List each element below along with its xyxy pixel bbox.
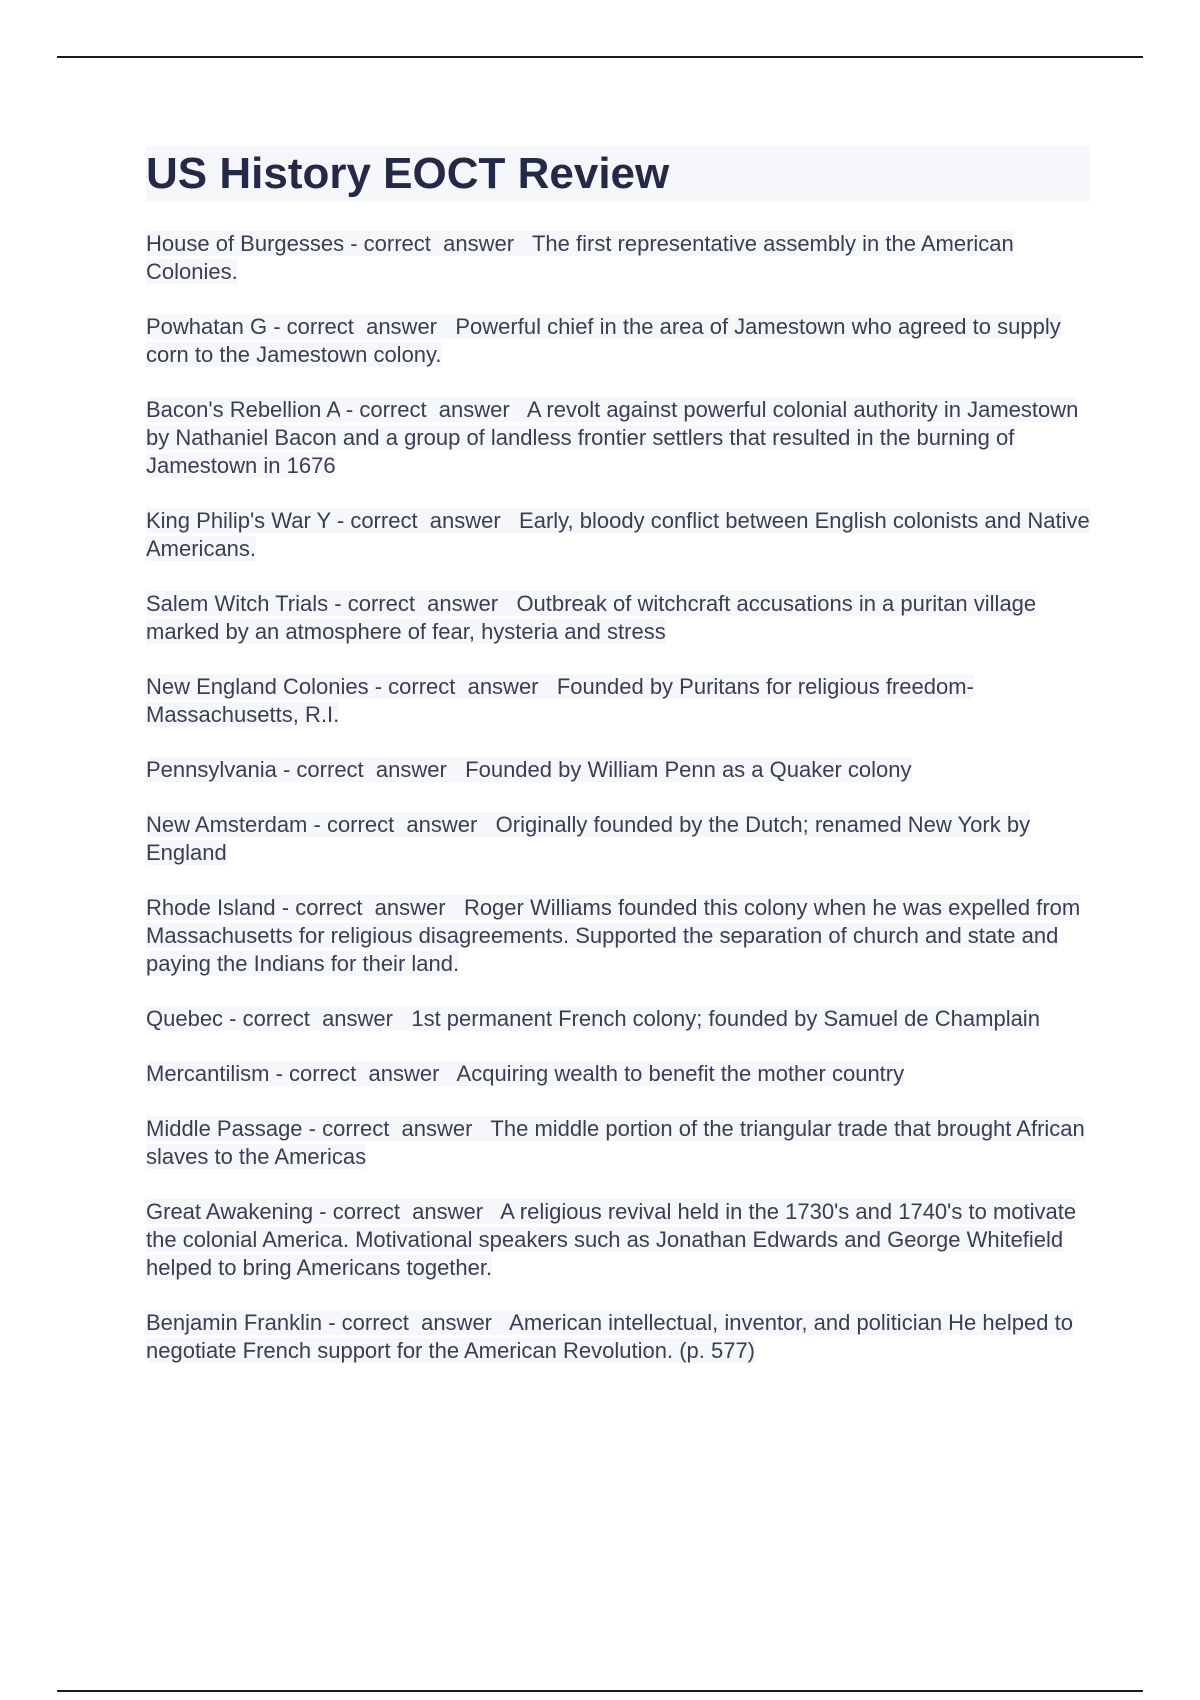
entry-term: House of Burgesses <box>146 231 345 257</box>
list-item <box>146 590 1090 646</box>
entry-separator: - correct answer <box>330 508 520 534</box>
entry-term: New England Colonies <box>146 674 369 700</box>
entry-definition: Originally founded by the Dutch; renamed New York by England <box>146 812 1031 866</box>
bottom-rule <box>57 1690 1143 1692</box>
entry-definition: Outbreak of witchcraft accusations in a puritan village marked by an atmosphere of fear, hysteria and stress <box>146 591 1037 645</box>
list-item <box>146 507 1090 563</box>
entry-term: Powhatan G <box>146 314 268 340</box>
entry-separator: - correct answer <box>368 674 557 700</box>
entry-separator: - correct answer <box>344 231 532 257</box>
document-body <box>146 146 1090 1392</box>
entry-separator: - correct answer <box>269 1061 457 1087</box>
entry-separator: - correct answer <box>267 314 456 340</box>
list-item <box>146 1060 1090 1088</box>
entry-term: Middle Passage <box>146 1116 303 1142</box>
entry-separator: - correct answer <box>276 757 466 783</box>
list-item <box>146 894 1090 978</box>
entry-definition: A religious revival held in the 1730's and 1740's to motivate the colonial America. Motivational speakers such as Jonathan Edwards and George Whitefield helped to bring Americans together. <box>146 1199 1077 1281</box>
entry-term: Bacon's Rebellion A <box>146 397 340 423</box>
entry-definition: A revolt against powerful colonial authority in Jamestown by Nathaniel Bacon and a group of landless frontier settlers that resulted in the burning of Jamestown in 1676 <box>146 397 1079 479</box>
entry-term: New Amsterdam <box>146 812 308 838</box>
entry-definition: Founded by William Penn as a Quaker colony <box>465 757 912 783</box>
entry-separator: - correct answer <box>307 812 496 838</box>
entry-separator: - correct answer <box>302 1116 491 1142</box>
entry-separator: - correct answer <box>328 591 517 617</box>
list-item <box>146 1198 1090 1282</box>
entry-term: King Philip's War Y <box>146 508 331 534</box>
entry-term: Salem Witch Trials <box>146 591 329 617</box>
entry-definition: Early, bloody conflict between English colonists and Native Americans. <box>146 508 1090 562</box>
entry-term: Mercantilism <box>146 1061 270 1087</box>
entry-separator: - correct answer <box>313 1199 501 1225</box>
entry-term: Benjamin Franklin <box>146 1310 323 1336</box>
list-item <box>146 756 1090 784</box>
top-rule <box>57 56 1143 58</box>
entry-term: Rhode Island <box>146 895 276 921</box>
entry-definition: Acquiring wealth to benefit the mother country <box>456 1061 905 1087</box>
entry-separator: - correct answer <box>275 895 464 921</box>
entry-separator: - correct answer <box>223 1006 412 1032</box>
list-item <box>146 1005 1090 1033</box>
entry-definition: The first representative assembly in the American Colonies. <box>146 231 1014 285</box>
entry-term: Pennsylvania <box>146 757 277 783</box>
list-item <box>146 313 1090 369</box>
entry-separator: - correct answer <box>339 397 527 423</box>
list-item <box>146 673 1090 729</box>
entry-definition: American intellectual, inventor, and politician He helped to negotiate French support for the American Revolution. (p. 577) <box>146 1310 1073 1364</box>
entry-term: Quebec <box>146 1006 224 1032</box>
list-item <box>146 1115 1090 1171</box>
list-item <box>146 230 1090 286</box>
list-item <box>146 1309 1090 1365</box>
entry-definition: 1st permanent French colony; founded by Samuel de Champlain <box>411 1006 1040 1032</box>
entry-term: Great Awakening <box>146 1199 314 1225</box>
entry-definition: The middle portion of the triangular trade that brought African slaves to the Americas <box>146 1116 1085 1170</box>
entry-definition: Powerful chief in the area of Jamestown who agreed to supply corn to the Jamestown colony. <box>146 314 1061 368</box>
entry-separator: - correct answer <box>322 1310 510 1336</box>
list-item <box>146 396 1090 480</box>
list-item <box>146 811 1090 867</box>
entry-definition: Roger Williams founded this colony when he was expelled from Massachusetts for religious disagreements. Supported the separation of church and state and paying the Indians for their land. <box>146 895 1081 977</box>
entry-definition: Founded by Puritans for religious freedom- Massachusetts, R.I. <box>146 674 974 728</box>
page-title: US History EOCT Review <box>146 146 1090 202</box>
